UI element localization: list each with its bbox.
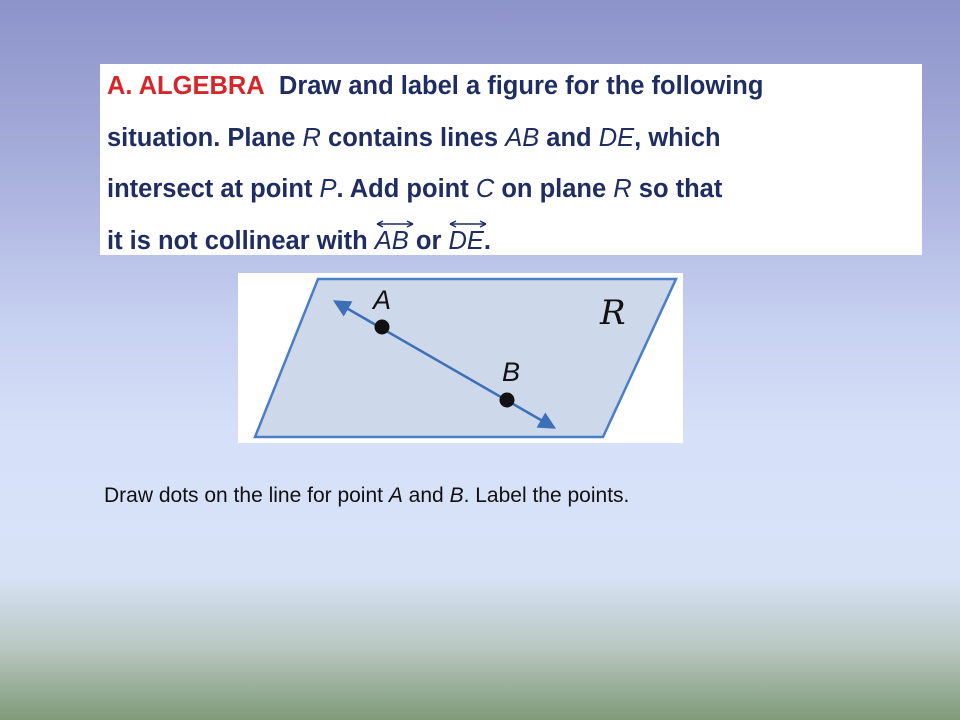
plane-figure [238, 273, 683, 443]
text-segment: . [483, 227, 492, 255]
line-name-ab: AB [374, 227, 409, 255]
point-name-c: C [475, 175, 495, 203]
text-segment: or [408, 227, 449, 255]
text-segment: , which [634, 124, 721, 152]
problem-line-1 [107, 74, 763, 100]
point-name-p: P [319, 175, 337, 203]
text-segment: . Add point [336, 175, 476, 203]
section-label: A. ALGEBRA [107, 72, 265, 100]
caption-text: and [402, 484, 450, 507]
line-name-de: DE [598, 124, 635, 152]
text-segment: and [539, 124, 599, 152]
text-segment: contains lines [320, 124, 506, 152]
line-notation-ab [375, 229, 409, 255]
point-a-dot [375, 320, 390, 335]
problem-text-box [100, 64, 922, 255]
line-name-ab: AB [505, 124, 540, 152]
plane-diagram [238, 273, 683, 443]
text-segment: so that [631, 175, 723, 203]
instruction-caption [104, 484, 629, 508]
line-notation-de [448, 229, 483, 255]
plane-r-label: R [600, 293, 626, 333]
problem-line-1-text: Draw and label a figure for the following [278, 72, 764, 100]
caption-point-b: B [449, 484, 464, 507]
text-segment: intersect at point [107, 175, 320, 203]
point-b-dot [500, 393, 515, 408]
problem-line-4 [107, 229, 491, 255]
plane-name-r: R [302, 124, 321, 152]
point-a-label: A [373, 285, 392, 315]
plane-name-r: R [613, 175, 632, 203]
caption-text: . Label the points. [463, 484, 630, 507]
line-name-de: DE [448, 227, 484, 255]
text-segment: on plane [494, 175, 614, 203]
caption-point-a: A [388, 484, 403, 507]
text-segment: situation. Plane [107, 124, 303, 152]
text-segment: it is not collinear with [107, 227, 375, 255]
problem-line-2 [107, 126, 721, 152]
point-b-label: B [502, 357, 521, 387]
double-arrow-icon [448, 220, 488, 228]
caption-text: Draw dots on the line for point [104, 484, 389, 507]
problem-line-3 [107, 177, 722, 203]
double-arrow-icon [375, 220, 415, 228]
